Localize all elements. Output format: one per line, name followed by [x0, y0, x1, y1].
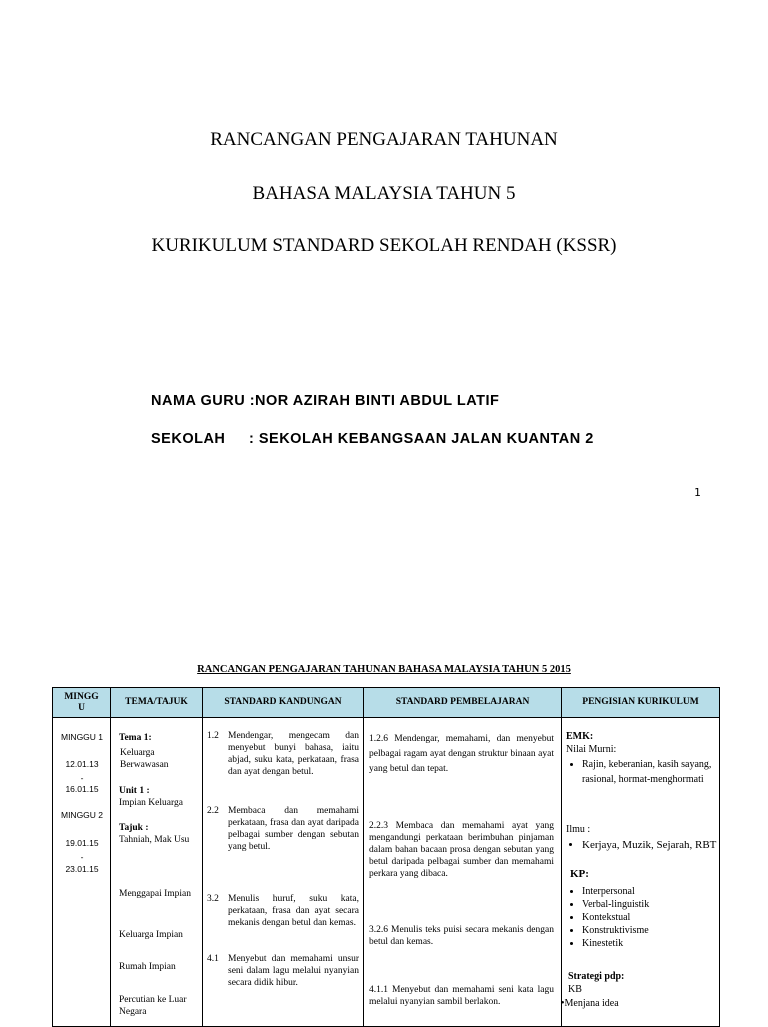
school-name: : SEKOLAH KEBANGSAAN JALAN KUANTAN 2: [249, 431, 594, 447]
week-2-dash: -: [80, 852, 84, 862]
kp-list: [566, 885, 732, 950]
subject-title: BAHASA MALAYSIA TAHUN 5: [252, 183, 516, 204]
page-number: 1: [694, 486, 701, 499]
list-item: • Konstruktivisme: [582, 924, 732, 937]
teacher-name: NOR AZIRAH BINTI ABDUL LATIF: [255, 393, 500, 409]
tema-label: Tema 1:: [119, 733, 152, 743]
week-1-dash: -: [80, 773, 84, 783]
week-1-end: 16.01.15: [65, 784, 99, 794]
curriculum-title: KURIKULUM STANDARD SEKOLAH RENDAH (KSSR): [151, 235, 617, 256]
sk-item: Mendengar, mengecam dan menyebut bunyi bahasa, iaitu abjad, suku kata, perkataan, frasa dan ayat dengan betul.: [228, 731, 359, 777]
tajuk-item: Menggapai Impian: [119, 889, 192, 899]
tajuk-item: Rumah Impian: [119, 962, 176, 972]
school-line: [151, 431, 594, 447]
tajuk-item: Percutian ke Luar Negara: [119, 995, 187, 1017]
strategi-item: •Menjana idea: [561, 998, 619, 1009]
list-item: • Verbal-linguistik: [582, 898, 732, 911]
header-minggu: MINGG U: [53, 688, 111, 718]
week-1-label: MINGGU 1: [60, 732, 104, 742]
ilmu-list: [566, 839, 732, 851]
table-title: RANCANGAN PENGAJARAN TAHUNAN BAHASA MALAYSIA TAHUN 5 2015: [197, 664, 571, 675]
sk-item: Membaca dan memahami perkataan, frasa dan ayat daripada pelbagai sumber dengan sebutan yang betul.: [228, 806, 359, 852]
strategi-label: Strategi pdp:: [568, 971, 625, 982]
header-standard-pembelajaran: STANDARD PEMBELAJARAN: [364, 688, 562, 718]
list-item: • Kinestetik: [582, 937, 732, 950]
table-row: [53, 718, 720, 1027]
emk-label: EMK:: [566, 731, 594, 742]
teacher-label: NAMA GURU :: [151, 393, 256, 409]
kp-label: KP:: [570, 868, 589, 880]
sk-num: 4.1: [207, 954, 219, 964]
header-standard-kandungan: STANDARD KANDUNGAN: [203, 688, 364, 718]
tema-cell: [111, 718, 203, 1027]
week-2-end: 23.01.15: [65, 864, 99, 874]
unit-label: Unit 1 :: [119, 786, 150, 796]
school-label: SEKOLAH: [151, 431, 226, 447]
page-title: RANCANGAN PENGAJARAN TAHUNAN: [210, 129, 558, 150]
kb-label: KB: [568, 984, 582, 995]
sp-item: 3.2.6 Menulis teks puisi secara mekanis dengan betul dan kemas.: [369, 925, 554, 947]
sk-item: Menulis huruf, suku kata, perkataan, frasa dan ayat secara mekanis dengan betul dan kemas.: [228, 894, 359, 928]
tema-value: Keluarga Berwawasan: [120, 748, 169, 770]
week-2-start: 19.01.15: [65, 838, 99, 848]
week-2-label: MINGGU 2: [60, 810, 104, 820]
table-header-row: [53, 688, 720, 718]
header-tema: TEMA/TAJUK: [111, 688, 203, 718]
sp-item: 2.2.3 Membaca dan memahami ayat yang mengandungi perkataan berimbuhan pinjaman dalam bahan bacaan prosa dengan sebutan yang betul daripada pelbagai sumber dan memahami perkara yang dibaca.: [369, 821, 554, 879]
list-item: • Kontekstual: [582, 911, 732, 924]
tajuk-label: Tajuk :: [119, 823, 149, 833]
ilmu-label: Ilmu :: [566, 824, 591, 835]
nilai-label: Nilai Murni:: [566, 744, 617, 755]
unit-value: Impian Keluarga: [119, 798, 183, 808]
list-item: • Rajin, keberanian, kasih sayang, rasional, hormat-menghormati: [582, 757, 712, 787]
header-pengisian-kurikulum: PENGISIAN KURIKULUM: [562, 688, 720, 718]
standard-kandungan-cell: [203, 718, 364, 1027]
week-1-start: 12.01.13: [65, 759, 99, 769]
minggu-cell: [53, 718, 111, 1027]
nilai-list: [566, 757, 712, 787]
tajuk-item: Keluarga Impian: [119, 930, 183, 940]
sp-item: 4.1.1 Menyebut dan memahami seni kata lagu melalui nyanyian sambil berlakon.: [369, 985, 554, 1007]
list-item: • Interpersonal: [582, 885, 732, 898]
standard-pembelajaran-cell: [364, 718, 562, 1027]
sk-item: Menyebut dan memahami unsur seni dalam lagu melalui nyanyian secara didik hibur.: [228, 954, 359, 988]
pengisian-kurikulum-cell: [562, 718, 720, 1027]
sk-num: 2.2: [207, 806, 219, 816]
teacher-name-line: [151, 393, 499, 409]
list-item: • Kerjaya, Muzik, Sejarah, RBT: [582, 839, 732, 851]
sk-num: 3.2: [207, 894, 219, 904]
sp-item: 1.2.6 Mendengar, memahami, dan menyebut pelbagai ragam ayat dengan struktur binaan ayat yang betul dan tepat.: [369, 734, 554, 774]
sk-num: 1.2: [207, 731, 219, 741]
lesson-plan-table: [52, 687, 720, 1027]
tajuk-value: Tahniah, Mak Usu: [119, 835, 190, 845]
